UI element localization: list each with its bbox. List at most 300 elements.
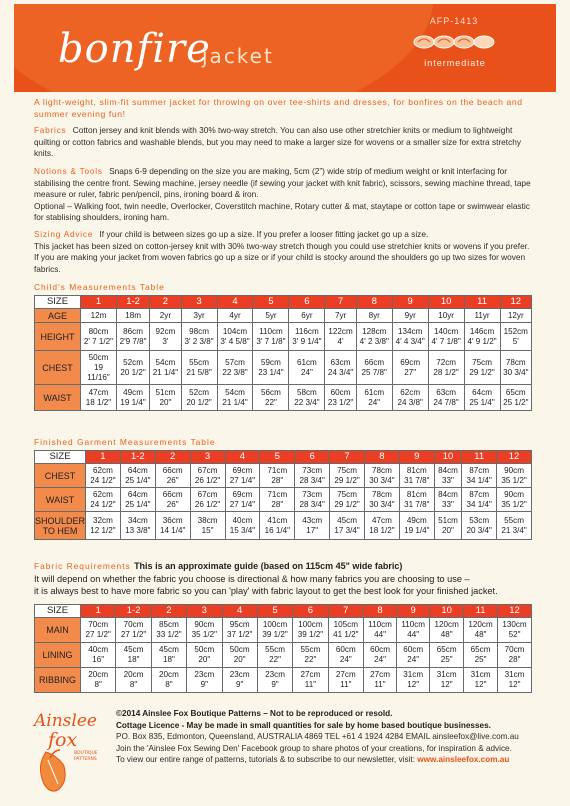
cell-value: 22" <box>269 655 281 664</box>
row-label: HEIGHT <box>35 323 81 351</box>
table-cell <box>222 643 257 668</box>
cell-value: 18m <box>125 310 141 320</box>
cell-value: 35 1/2" <box>501 475 527 485</box>
size-column-header: 6 <box>295 451 330 464</box>
cell-value: 90cm <box>504 465 524 475</box>
cell-value: 62cm <box>400 387 421 397</box>
table-cell <box>120 512 155 540</box>
cell-value: 19 1/4" <box>404 525 430 535</box>
cell-value: 69cm <box>232 465 253 475</box>
cell-value: 87cm <box>469 489 490 499</box>
cell-value: 31 7/8" <box>404 499 430 509</box>
table-cell <box>289 351 325 385</box>
cell-value: 3' <box>162 336 169 346</box>
cell-value: 53cm <box>469 515 490 525</box>
row-label: LINING <box>35 643 81 668</box>
table-cell <box>150 385 181 411</box>
cell-value: 47cm <box>372 515 392 525</box>
table-cell <box>181 309 217 323</box>
size-header-row <box>35 451 532 464</box>
table-cell <box>187 668 222 693</box>
table-cell <box>325 323 356 351</box>
cell-value: 52" <box>508 630 521 639</box>
cell-value: 55cm <box>189 357 209 367</box>
cell-value: 31cm <box>436 670 457 679</box>
table-cell <box>181 323 217 351</box>
table-cell <box>462 512 497 540</box>
cell-value: 24 3/8" <box>397 397 423 407</box>
size-column-header: 9 <box>399 451 434 464</box>
table-cell <box>81 351 117 385</box>
size-column-header: 4 <box>217 296 253 309</box>
ainslee-fox-logo <box>28 704 110 798</box>
cell-value: 90cm <box>194 620 215 629</box>
cell-value: 63cm <box>436 387 457 397</box>
table-row <box>35 488 532 512</box>
table-cell <box>187 643 222 668</box>
size-column-header: 1 <box>81 296 117 309</box>
size-column-header: 7 <box>328 605 363 618</box>
cell-value: 11" <box>304 680 317 689</box>
cell-value: 7yr <box>334 310 347 320</box>
table-cell <box>225 464 260 488</box>
table-cell <box>434 488 461 512</box>
size-column-header: 10 <box>428 296 464 309</box>
size-column-header: 2 <box>151 605 186 618</box>
size-column-header: 1 <box>81 605 116 618</box>
table-cell <box>150 309 181 323</box>
table-cell <box>392 309 428 323</box>
table-cell <box>500 385 531 411</box>
table-cell <box>253 385 289 411</box>
table-cell <box>86 512 121 540</box>
cell-value: 38cm <box>197 515 218 525</box>
table-cell <box>392 323 428 351</box>
cell-value: 20" <box>233 655 246 664</box>
table-cell <box>328 643 363 668</box>
cell-value: 26" <box>166 475 179 485</box>
table-cell <box>187 618 222 643</box>
cell-value: 29 1/2" <box>334 499 360 509</box>
table-cell <box>81 643 116 668</box>
row-label: WAIST <box>35 488 86 512</box>
cell-value: 22" <box>304 655 317 664</box>
cell-value: 24" <box>300 367 313 377</box>
row-label: WAIST <box>35 385 81 411</box>
cell-value: 20 3/4" <box>466 525 492 535</box>
table-row <box>35 618 532 643</box>
table-cell <box>116 309 149 323</box>
childs-table-title: Child's Measurements Table <box>34 282 165 292</box>
footer-text <box>116 708 546 766</box>
table-cell <box>428 309 464 323</box>
table-cell <box>257 668 292 693</box>
cell-value: 11" <box>374 680 386 689</box>
table-cell <box>330 488 365 512</box>
cell-value: 56cm <box>261 387 281 397</box>
size-column-header: 7 <box>330 451 365 464</box>
cell-value: 84cm <box>438 465 458 475</box>
cell-value: 51cm <box>438 515 458 525</box>
table-cell <box>155 512 190 540</box>
childs-measurements-table <box>34 295 532 411</box>
cell-value: 12m <box>90 310 107 320</box>
cell-value: 61cm <box>296 357 317 367</box>
cell-value: 60cm <box>335 645 356 654</box>
cell-value: 66cm <box>162 465 183 475</box>
cell-value: 3' 2 3/8" <box>184 336 214 346</box>
cell-value: 20" <box>159 397 172 407</box>
notions-optional: Optional – Walking foot, twin needle, Overlocker, Coverstitch machine, Rotary cutter & mat, staytape or cotton tape or swimwear elastic for stablising shoulders, ironing ham. <box>34 200 530 222</box>
cell-value: 24" <box>374 655 386 664</box>
footer-url-link[interactable]: www.ainsleefox.com.au <box>417 755 510 765</box>
cell-value: 73cm <box>302 465 323 475</box>
size-column-header: 5 <box>253 296 289 309</box>
size-column-header: 8 <box>364 605 397 618</box>
cell-value: 27cm <box>300 670 321 679</box>
cell-value: 4' 2 3/8" <box>359 336 389 346</box>
table-cell <box>116 618 151 643</box>
cell-value: 12" <box>474 680 487 689</box>
size-column-header: 1-2 <box>116 605 151 618</box>
row-label: CHEST <box>35 351 81 385</box>
table-cell <box>116 385 149 411</box>
table-row <box>35 351 532 385</box>
sizing-line1: If your child is between sizes go up a size. If you prefer a looser fitting jacket go up a size. <box>99 229 429 239</box>
cell-value: 26 1/2" <box>194 475 221 485</box>
cell-value: 24 1/2" <box>90 499 116 509</box>
cell-value: 70cm <box>504 645 525 654</box>
cell-value: 31 7/8" <box>404 475 430 485</box>
cell-value: 35 1/2" <box>191 630 217 639</box>
table-cell <box>356 323 392 351</box>
fabric-requirements-table <box>34 604 532 693</box>
size-column-header: 6 <box>293 605 328 618</box>
table-cell <box>190 464 225 488</box>
fabric-requirements-guide: This is an approximate guide (based on 115cm 45" wide fabric) <box>134 561 403 571</box>
table-row <box>35 643 532 668</box>
cell-value: 48" <box>474 630 487 639</box>
cell-value: 92cm <box>155 326 176 336</box>
table-cell <box>253 323 289 351</box>
table-cell <box>295 464 330 488</box>
pattern-title: bonfire <box>58 26 211 72</box>
table-cell <box>116 668 151 693</box>
table-cell <box>325 385 356 411</box>
table-cell <box>116 643 151 668</box>
table-cell <box>330 512 365 540</box>
table-cell <box>399 512 434 540</box>
cell-value: 5yr <box>265 310 277 320</box>
cell-value: 59cm <box>261 357 281 367</box>
cell-value: 49cm <box>406 515 427 525</box>
cell-value: 14 1/4" <box>160 525 186 535</box>
sizing-section <box>34 229 536 275</box>
cell-value: 30 3/4" <box>503 367 529 377</box>
cell-value: 4' <box>337 336 344 346</box>
table-cell <box>397 668 430 693</box>
table-cell <box>253 309 289 323</box>
cell-value: 22 3/8" <box>222 367 248 377</box>
cell-value: 28" <box>271 475 284 485</box>
finished-table-title: Finished Garment Measurements Table <box>34 437 216 447</box>
cell-value: 81cm <box>406 465 427 475</box>
cell-value: 78cm <box>372 489 392 499</box>
table-cell <box>293 643 328 668</box>
cell-value: 21 3/4" <box>501 525 527 535</box>
cell-value: 13 3/8" <box>125 525 151 535</box>
table-cell <box>225 488 260 512</box>
cell-value: 39 1/2" <box>262 630 288 639</box>
table-cell <box>120 488 155 512</box>
cell-value: 22 3/4" <box>294 397 320 407</box>
cell-value: 20cm <box>159 670 179 679</box>
size-header-row <box>35 296 532 309</box>
cell-value: 50cm <box>194 645 215 654</box>
table-row <box>35 464 532 488</box>
size-column-header: 7 <box>325 296 356 309</box>
table-cell <box>81 668 116 693</box>
cell-value: 128cm <box>362 326 387 336</box>
cell-value: 20 1/2" <box>186 397 212 407</box>
cell-value: 55cm <box>504 515 524 525</box>
size-column-header: 4 <box>225 451 260 464</box>
table-cell <box>434 512 461 540</box>
cell-value: 65cm <box>436 645 457 654</box>
table-row <box>35 512 532 540</box>
cell-value: 11" <box>340 680 352 689</box>
size-column-header: 10 <box>430 605 464 618</box>
cell-value: 87cm <box>469 465 490 475</box>
size-column-header: 11 <box>462 451 497 464</box>
table-cell <box>293 668 328 693</box>
notions-text: Snaps 6-9 depending on the size you are making, 5cm (2”) wide strip of medium weight or knit interfacing for stabilising the centre front. Sewing machine, jersey needle (if sewing your jacket with knit fabric), scissors, sewing machine thread, tape measure or ruler, fabric pen/pencil, pins, ironing board & iron. <box>34 166 531 199</box>
table-cell <box>190 512 225 540</box>
cell-value: 40cm <box>88 645 109 654</box>
cell-value: 100cm <box>262 620 288 629</box>
cell-value: 34cm <box>127 515 148 525</box>
cell-value: 51cm <box>155 387 176 397</box>
cell-value: 24 7/8" <box>433 397 459 407</box>
intro-text: A light-weight, slim-fit summer jacket for throwing on over tee-shirts and dresses, for bonfires on the beach and summer evening fun! <box>34 97 523 119</box>
table-cell <box>464 618 498 643</box>
table-cell <box>217 351 253 385</box>
table-cell <box>151 618 186 643</box>
table-cell <box>500 351 531 385</box>
table-cell <box>498 643 532 668</box>
row-label: RIBBING <box>35 668 81 693</box>
cell-value: 3' 4 5/8" <box>220 336 250 346</box>
table-cell <box>434 464 461 488</box>
size-column-header: 11 <box>464 605 498 618</box>
table-cell <box>364 668 397 693</box>
table-cell <box>430 668 464 693</box>
cell-value: 15" <box>201 525 214 535</box>
cell-value: 8" <box>129 680 138 689</box>
cell-value: 90cm <box>504 489 524 499</box>
cell-value: 43cm <box>302 515 323 525</box>
size-column-header: 3 <box>190 451 225 464</box>
size-label: SIZE <box>35 605 81 618</box>
fabrics-label: Fabrics <box>34 126 67 135</box>
fabrics-section <box>34 125 536 160</box>
cell-value: 55cm <box>265 645 285 654</box>
pattern-code: AFP-1413 <box>429 16 479 26</box>
cell-value: 10yr <box>438 310 454 320</box>
cell-value: 4' 7 1/8" <box>431 336 461 346</box>
sizing-label: Sizing Advice <box>34 230 94 239</box>
cell-value: 78cm <box>372 465 392 475</box>
cell-value: 24 1/2" <box>90 475 116 485</box>
cell-value: 16 1/4" <box>264 525 291 535</box>
cell-value: 15 3/4" <box>229 525 256 535</box>
table-cell <box>328 618 363 643</box>
footer-licence: Cottage Licence - May be made in small quantities for sale by home based boutique businesses. <box>116 720 491 730</box>
cell-value: 62cm <box>93 489 113 499</box>
table-cell <box>397 643 430 668</box>
table-cell <box>464 309 500 323</box>
cell-value: 116cm <box>295 326 319 336</box>
table-cell <box>81 309 117 323</box>
cell-value: 71cm <box>267 489 288 499</box>
size-label: SIZE <box>35 451 86 464</box>
table-cell <box>217 309 253 323</box>
cell-value: 45cm <box>159 645 179 654</box>
table-cell <box>289 385 325 411</box>
table-cell <box>257 618 292 643</box>
table-cell <box>181 385 217 411</box>
table-cell <box>392 351 428 385</box>
cell-value: 21 5/8" <box>186 367 212 377</box>
table-cell <box>181 351 217 385</box>
cell-value: 84cm <box>438 489 458 499</box>
cell-value: 40cm <box>232 515 253 525</box>
table-cell <box>116 323 149 351</box>
cell-value: 48" <box>440 630 453 639</box>
cell-value: 8yr <box>368 310 380 320</box>
cell-value: 64cm <box>472 387 492 397</box>
cell-value: 25 7/8" <box>361 367 387 377</box>
size-column-header: 2 <box>155 451 190 464</box>
fabrics-text: Cotton jersey and knit blends with 30% two-way stretch. You can also use other stretchier knits or medium to lightweight quilting or cotton fabrics and washable blends, but you may need to make a larger size for wovens or a smaller size for extra stretchy knits. <box>34 125 521 158</box>
cell-value: 57cm <box>225 357 245 367</box>
cell-value: 31cm <box>403 670 424 679</box>
size-column-header: 5 <box>257 605 292 618</box>
table-cell <box>295 512 330 540</box>
cell-value: 110cm <box>368 620 392 629</box>
table-cell <box>464 668 498 693</box>
cell-value: 24" <box>407 655 420 664</box>
cell-value: 9" <box>271 680 279 689</box>
cell-value: 44" <box>374 630 386 639</box>
footer-copyright: ©2014 Ainslee Fox Boutique Patterns – Not to be reproduced or resold. <box>116 709 393 718</box>
cell-value: 104cm <box>222 326 248 336</box>
cell-value: 69cm <box>232 489 253 499</box>
row-label: SHOULDER TO HEM <box>35 512 86 540</box>
cell-value: 50cm <box>88 352 109 362</box>
cell-value: 25 1/4" <box>125 499 151 509</box>
table-cell <box>120 464 155 488</box>
row-label: AGE <box>35 309 81 323</box>
fabric-req-line1: It will depend on whether the fabric you choose is directional & how many fabrics you are choosing to use – <box>34 574 470 584</box>
cell-value: 3yr <box>193 310 205 320</box>
cell-value: 20 1/2" <box>120 367 146 377</box>
cell-value: 54cm <box>225 387 245 397</box>
notions-section <box>34 166 536 224</box>
table-cell <box>155 464 190 488</box>
table-cell <box>500 323 531 351</box>
table-cell <box>253 351 289 385</box>
cell-value: 28 3/4" <box>299 499 325 509</box>
table-cell <box>289 323 325 351</box>
table-cell <box>116 351 149 385</box>
table-cell <box>325 309 356 323</box>
table-cell <box>428 351 464 385</box>
table-cell <box>81 323 117 351</box>
size-column-header: 9 <box>397 605 430 618</box>
cell-value: 35 1/2" <box>501 499 527 509</box>
cell-value: 2yr <box>159 310 172 320</box>
size-column-header: 12 <box>500 296 531 309</box>
table-cell <box>356 385 392 411</box>
cell-value: 23 1/4" <box>258 367 284 377</box>
cell-value: 28" <box>508 655 521 664</box>
cell-value: 29 1/2" <box>334 475 360 485</box>
difficulty-flames-icon <box>412 32 496 52</box>
table-cell <box>222 618 257 643</box>
size-column-header: 1-2 <box>120 451 155 464</box>
table-cell <box>428 323 464 351</box>
cell-value: 71cm <box>267 465 288 475</box>
table-cell <box>190 488 225 512</box>
svg-text:PATTERNS: PATTERNS <box>74 757 97 762</box>
cell-value: 110cm <box>401 620 426 629</box>
cell-value: 9yr <box>404 310 416 320</box>
cell-value: 34 1/4" <box>466 499 492 509</box>
cell-value: 28 3/4" <box>299 475 325 485</box>
cell-value: 41cm <box>267 515 288 525</box>
cell-value: 30 3/4" <box>369 475 395 485</box>
cell-value: 23 1/2" <box>327 397 354 407</box>
cell-value: 66cm <box>162 489 183 499</box>
cell-value: 3' 7 1/8" <box>256 336 286 346</box>
cell-value: 70cm <box>88 620 109 629</box>
table-cell <box>81 385 117 411</box>
cell-value: 120cm <box>468 620 493 629</box>
cell-value: 8" <box>94 680 102 689</box>
cell-value: 55cm <box>300 645 321 654</box>
cell-value: 19 1/4" <box>120 397 146 407</box>
size-column-header: 1-2 <box>116 296 149 309</box>
size-column-header: 3 <box>181 296 217 309</box>
table-row <box>35 385 532 411</box>
cell-value: 28 1/2" <box>433 367 459 377</box>
cell-value: 4' 9 1/2" <box>467 336 497 346</box>
notions-label: Notions & Tools <box>34 167 103 176</box>
cell-value: 24" <box>368 397 381 407</box>
table-cell <box>399 488 434 512</box>
table-cell <box>365 488 400 512</box>
fabric-requirements-desc <box>34 573 544 597</box>
cell-value: 25 1/2" <box>503 397 529 407</box>
table-cell <box>356 351 392 385</box>
table-cell <box>293 618 328 643</box>
cell-value: 18 1/2" <box>369 525 395 535</box>
cell-value: 37 1/2" <box>226 630 253 639</box>
table-cell <box>150 323 181 351</box>
table-cell <box>260 464 295 488</box>
table-cell <box>151 668 186 693</box>
